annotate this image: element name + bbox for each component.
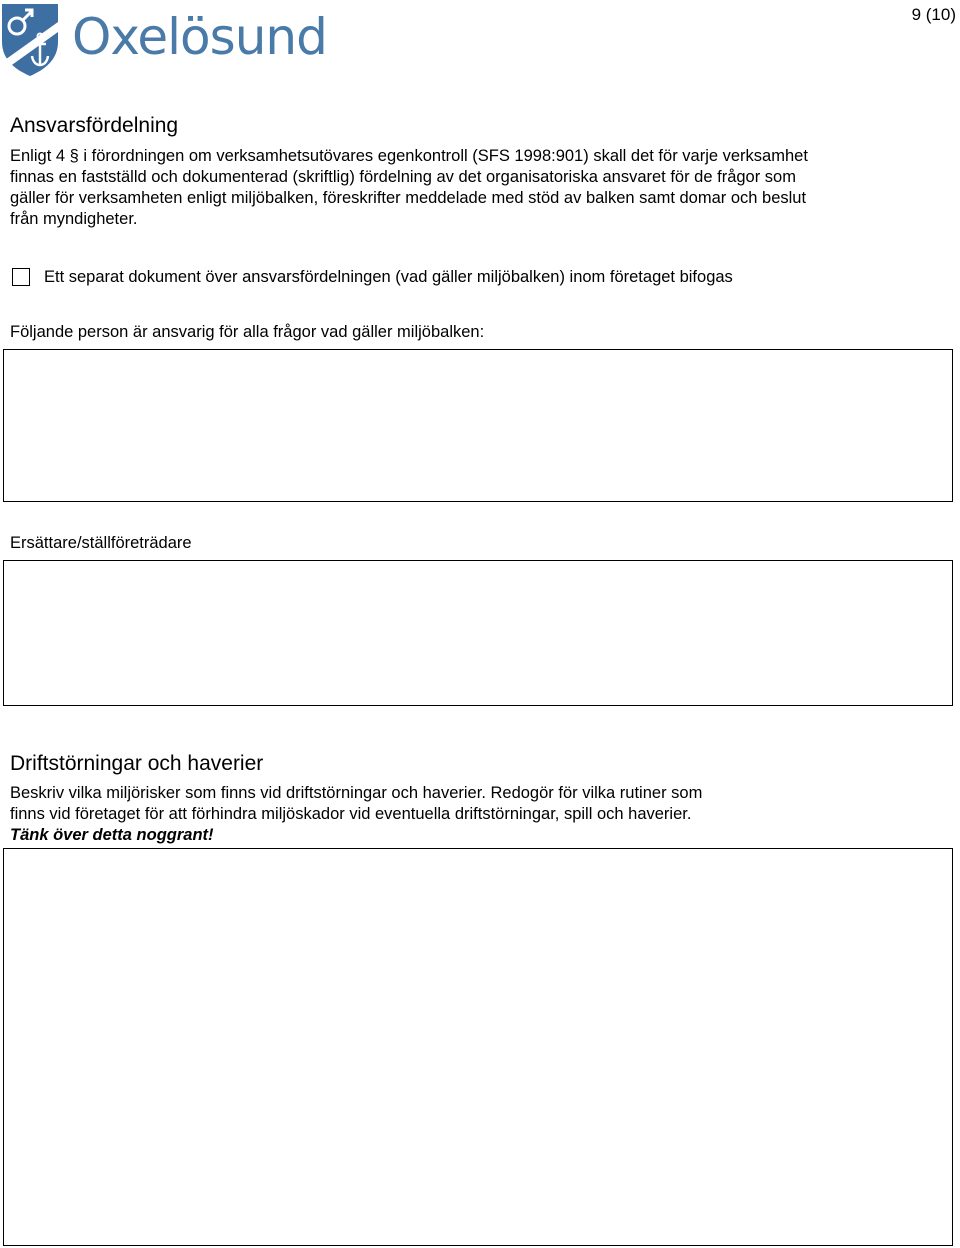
intro-line: från myndigheter.: [10, 210, 138, 228]
responsible-person-field[interactable]: [3, 349, 953, 502]
logo-wordmark: Oxelösund: [72, 8, 327, 66]
separate-document-checkbox[interactable]: [12, 268, 30, 286]
crest-logo-icon: [0, 2, 60, 76]
intro-paragraph: [10, 146, 930, 230]
intro-line: gäller för verksamheten enligt miljöbalken, föreskrifter meddelade med stöd av balken samt domar och beslut: [10, 189, 807, 207]
drift-paragraph: [10, 783, 930, 846]
drift-answer-field[interactable]: [3, 848, 953, 1246]
intro-line: Enligt 4 § i förordningen om verksamhetsutövares egenkontroll (SFS 1998:901) skall det för varje verksamhet: [10, 147, 808, 165]
page-number: 9 (10): [911, 5, 956, 24]
section-heading-ansvar: Ansvarsfördelning: [10, 114, 179, 137]
separate-document-checkbox-label: Ett separat dokument över ansvarsfördelningen (vad gäller miljöbalken) inom företaget bifogas: [44, 268, 733, 286]
section-heading-drift: Driftstörningar och haverier: [10, 752, 264, 775]
intro-line: finnas en fastställd och dokumenterad (skriftlig) fördelning av det organisatoriska ansvaret för de frågor som: [10, 168, 796, 186]
drift-emphasis: Tänk över detta noggrant!: [10, 826, 214, 844]
deputy-field[interactable]: [3, 560, 953, 706]
responsible-label: Följande person är ansvarig för alla frågor vad gäller miljöbalken:: [10, 323, 485, 341]
drift-line: finns vid företaget för att förhindra miljöskador vid eventuella driftstörningar, spill och haverier.: [10, 805, 692, 823]
deputy-label: Ersättare/ställföreträdare: [10, 534, 192, 552]
drift-line: Beskriv vilka miljörisker som finns vid driftstörningar och haverier. Redogör för vilka rutiner som: [10, 784, 703, 802]
